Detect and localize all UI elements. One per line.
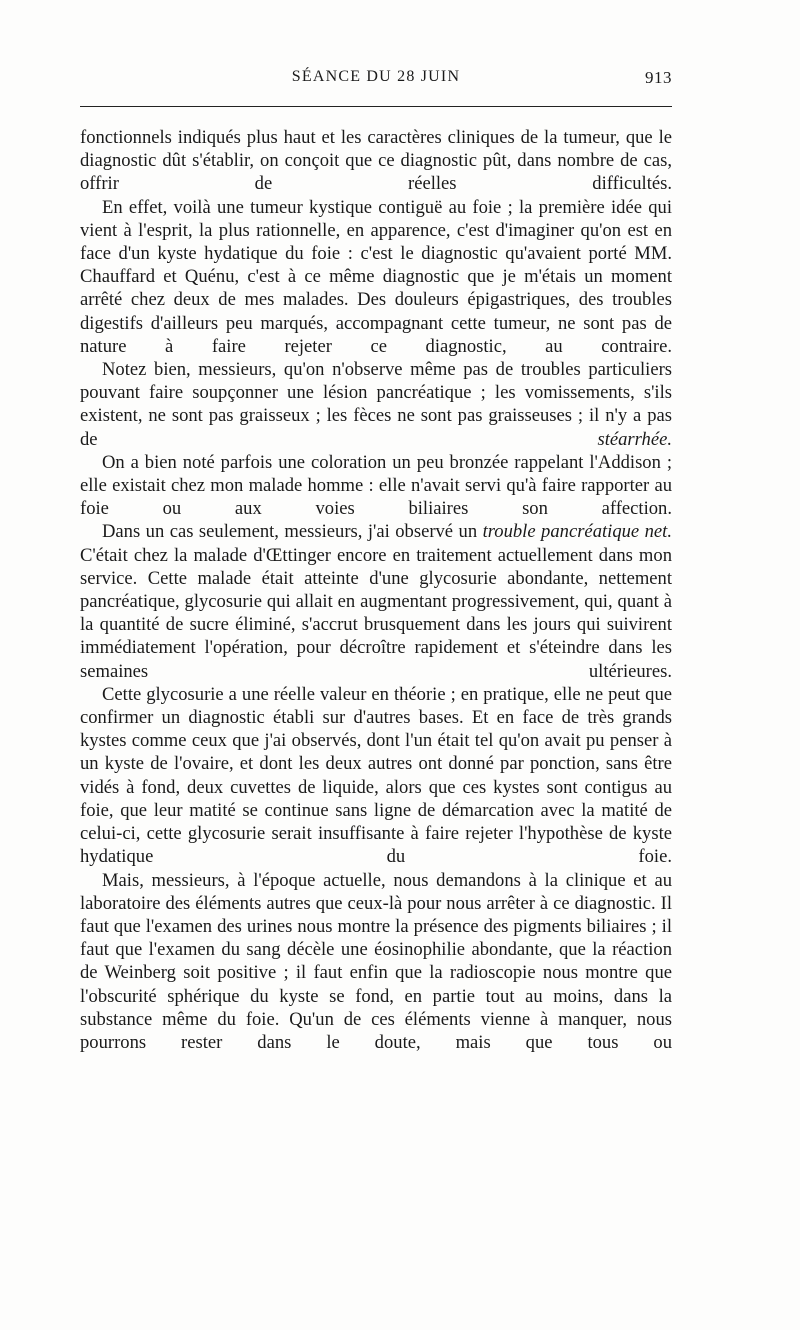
paragraph-5-tail: C'était chez la malade d'Œttinger encore en traitement actuellement dans mon service. Cette malade était atteinte d'une glycosurie abondante, nettement pancréatique, glycosurie qui allait en augmentant progressivement, qui, quant à la quantité de sucre éliminé, s'accrut brusquement dans les jours qui suivirent immédiatement l'opération, pour décroître rapidement et s'éteindre dans les semaines ultérieures. xyxy=(80,544,672,682)
page-number: 913 xyxy=(645,68,672,87)
body-text xyxy=(80,126,672,1054)
paragraph-4: On a bien noté parfois une coloration un peu bronzée rappelant l'Addison ; elle existait chez mon malade homme : elle n'avait servi qu'à faire rapporter au foie ou aux voies biliaires son affection. xyxy=(80,451,672,520)
paragraph-2: En effet, voilà une tumeur kystique contiguë au foie ; la première idée qui vient à l'esprit, la plus rationnelle, en apparence, c'est d'imaginer qu'on est en face d'un kyste hydatique du foie : c'est le diagnostic qu'avaient porté MM. Chauffard et Quénu, c'est à ce même diagnostic que je m'étais un moment arrêté chez deux de mes malades. Des douleurs épigastriques, des troubles digestifs d'ailleurs peu marqués, accompagnant cette tumeur, ne sont pas de nature à faire rejeter ce diagnostic, au contraire. xyxy=(80,196,672,357)
running-title: SÉANCE DU 28 JUIN xyxy=(291,68,461,85)
paragraph-3-text: Notez bien, messieurs, qu'on n'observe même pas de troubles particuliers pouvant faire soupçonner une lésion pancréatique ; les vomissements, s'ils existent, ne sont pas graisseux ; les fèces ne sont pas graisseuses ; il n'y a pas de xyxy=(80,359,672,450)
paragraph-7: Mais, messieurs, à l'époque actuelle, nous demandons à la clinique et au laboratoire des éléments autres que ceux-là pour nous arrêter à ce diagnostic. Il faut que l'examen des urines nous montre la présence des pigments biliaires ; il faut que l'examen du sang décèle une éosinophilie abondante, que la réaction de Weinberg soit positive ; il faut enfin que la radioscopie nous montre que l'obscurité sphérique du kyste se fond, en partie tout au moins, dans la substance même du foie. Qu'un de ces éléments vienne à manquer, nous pourrons rester dans le doute, mais que tous ou xyxy=(80,869,672,1053)
paragraph-5 xyxy=(80,520,672,682)
paragraph-3-emphasis: stéarrhée. xyxy=(597,428,672,450)
paragraph-5-text: Dans un cas seulement, messieurs, j'ai observé un xyxy=(102,521,483,543)
paragraph-3 xyxy=(80,358,672,451)
running-head xyxy=(80,68,672,92)
paragraph-6: Cette glycosurie a une réelle valeur en théorie ; en pratique, elle ne peut que confirmer un diagnostic établi sur d'autres bases. Et en face de très grands kystes comme ceux que j'ai observés, dont l'un était tel qu'on avait pu penser à un kyste de l'ovaire, et dont les deux autres ont donné par ponction, sans être vidés à fond, deux cuvettes de liquide, alors que ces kystes sont contigus au foie, que leur matité se continue sans ligne de démarcation avec la matité de celui-ci, cette glycosurie serait insuffisante à faire rejeter l'hypothèse de kyste hydatique du foie. xyxy=(80,683,672,868)
paragraph-5-emphasis: trouble pancréatique net. xyxy=(482,521,672,543)
paragraph-1: fonctionnels indiqués plus haut et les caractères cliniques de la tumeur, que le diagnostic dût s'établir, on conçoit que ce diagnostic pût, dans nombre de cas, offrir de réelles difficultés. xyxy=(80,127,672,195)
header-rule xyxy=(80,106,672,107)
